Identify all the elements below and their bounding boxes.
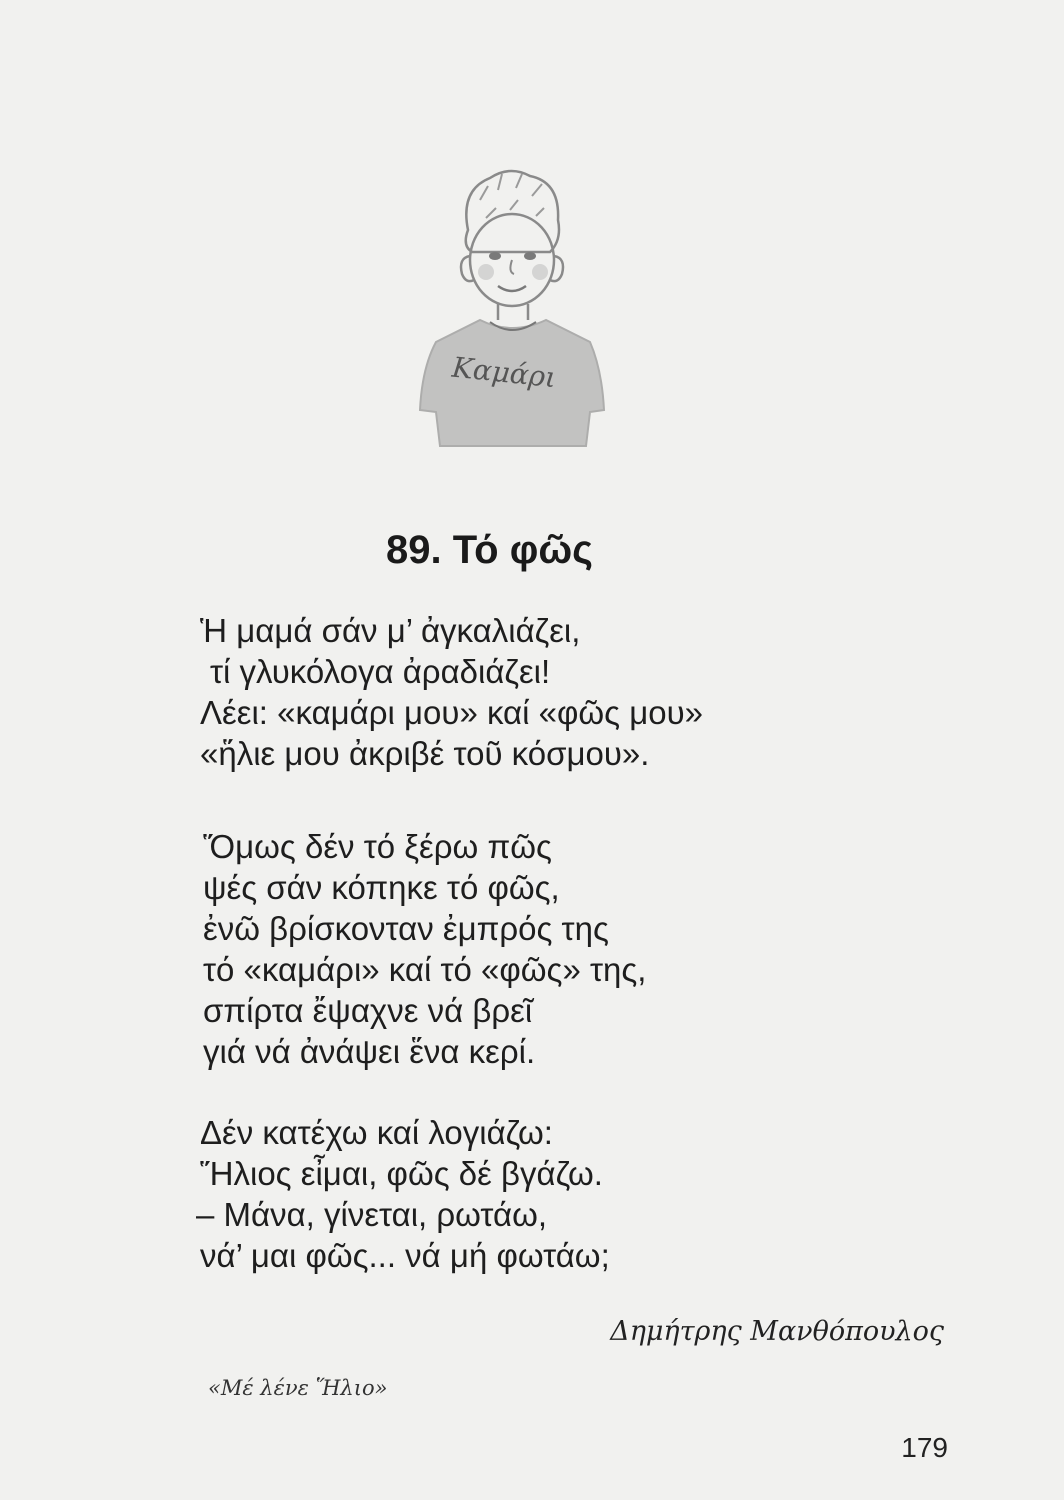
- verse-line: ψές σάν κόπηκε τό φῶς,: [203, 869, 560, 906]
- page-number: 179: [901, 1432, 948, 1463]
- verse-line: «ἥλιε μου ἀκριβέ τοῦ κόσμου».: [200, 735, 650, 772]
- verse-line: Δέν κατέχω καί λογιάζω:: [200, 1114, 553, 1151]
- verse-line: τό «καμάρι» καί τό «φῶς» της,: [203, 951, 647, 988]
- stanza-2: [203, 826, 646, 1072]
- verse-line: σπίρτα ἔψαχνε νά βρεῖ: [203, 992, 533, 1029]
- verse-line: νά’ μαι φῶς... νά μή φωτάω;: [200, 1237, 610, 1274]
- verse-line: – Μάνα, γίνεται, ρωτάω,: [196, 1196, 548, 1233]
- verse-line: Ἡ μαμά σάν μ’ ἀγκαλιάζει,: [200, 612, 581, 649]
- verse-line: Λέει: «καμάρι μου» καί «φῶς μου»: [200, 694, 703, 731]
- verse-line: Ὅμως δέν τό ξέρω πῶς: [203, 828, 552, 865]
- stanza-3: [196, 1112, 610, 1276]
- verse-line: τί γλυκόλογα ἀραδιάζει!: [210, 653, 551, 690]
- verse-line: γιά νά ἀνάψει ἕνα κερί.: [203, 1033, 536, 1070]
- poem-source: «Μέ λένε Ἥλιο»: [208, 1376, 388, 1400]
- stanza-1: [200, 610, 703, 774]
- poem-author: Δημήτρης Μανθόπουλος: [610, 1316, 944, 1347]
- boy-illustration: [390, 160, 630, 450]
- shirt-label: Καμάρι: [450, 350, 558, 395]
- verse-line: ἐνῶ βρίσκονταν ἐμπρός της: [203, 910, 609, 947]
- verse-line: Ἥλιος εἶμαι, φῶς δέ βγάζω.: [200, 1155, 603, 1192]
- poem-title: 89. Τό φῶς: [386, 528, 593, 572]
